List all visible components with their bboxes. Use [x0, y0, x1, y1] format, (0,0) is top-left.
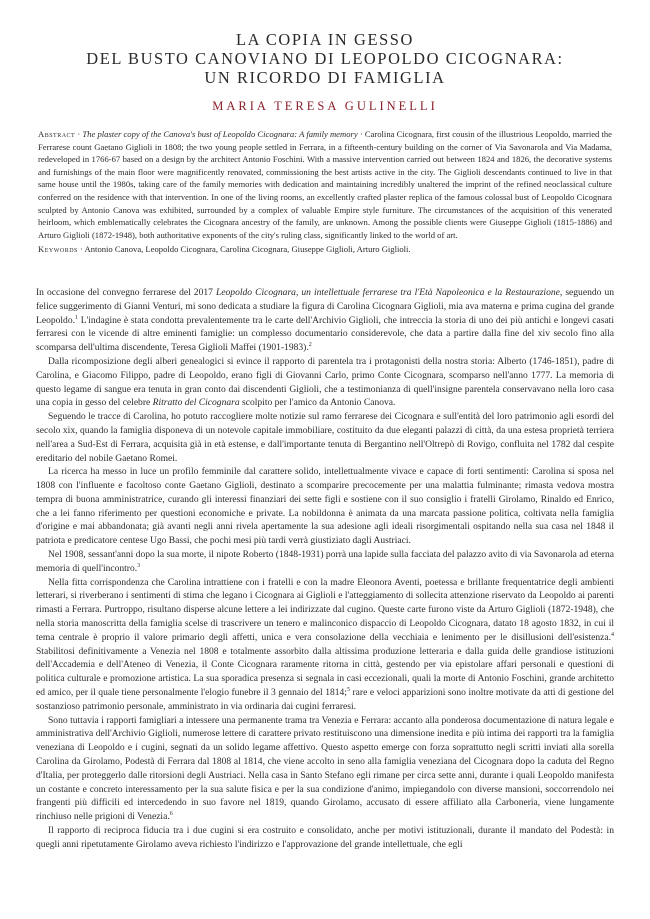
footnote-ref: 3 — [137, 562, 141, 569]
text-run: Dalla ricomposizione degli alberi genealogici si evince il rapporto di parentela tra i protagonisti della nostra storia: Alberto (1746-1851), padre di Carolina, e Giacomo Filippo, padre di Leopoldo, erano figli di Giovanni Carlo, primo Conte Cicognara, scomparso nell'anno 1777. La memoria di questo legame di sangue era tenuta in gran conto dai discendenti Giglioli, che a testimonianza di quell'insigne parentela conservavano nella loro casa una copia in gesso del celebre — [36, 355, 614, 409]
body-paragraph — [36, 355, 614, 410]
footnote-ref: 5 — [346, 686, 350, 693]
text-run: Nella fitta corrispondenza che Carolina intrattiene con i fratelli e con la madre Eleonora Aventi, poetessa e brillante frequentatrice degli ambienti letterari, si riverberano i sentimenti di stima che legano i Cicognara ai Giglioli e l'atteggiamento di sollecita attenzione riservato da Leopoldo ai parenti rimasti a Ferrara. Purtroppo, risultano disperse alcune lettere a lei indirizzate dal cugino. Queste carte furono viste da Arturo Giglioli (1872-1948), che nella storia manoscritta della famiglia scelse di trascrivere un tenero e malinconico dispaccio di Leopoldo Cicognara, datato 18 agosto 1832, in cui il tema centrale è proprio il valore primario degli affetti, unica e vera consolazione della vecchiaia e lenimento per le disillusioni dell'esistenza. — [36, 576, 614, 643]
abstract-text: · Carolina Cicognara, first cousin of the illustrious Leopoldo, married the Ferrarese count Gaetano Giglioli in 1808; the two young people settled in Ferrara, in a fifteenth-century building on the corner of Via Savonarola and Via Madama, redeveloped in 1766-67 based on a design by the architect Antonio Foschini. With a massive intervention carried out between 1824 and 1826, the decorative systems and furnishings of the main floor were magnificently renovated, commissioning the best artists active in the city. The Giglioli descendants continued to live in that same house until the 1980s, taking care of the family memories with dedication and maintaining incredibly unaltered the imprint of the refined neoclassical culture conferred on the residence with that intervention. In one of the living rooms, an excellently crafted plaster replica of the famous colossal bust of Leopoldo Cicognara sculpted by Antonio Canova was exhibited, surrounded by a complex of valuable Empire style furniture. The circumstances of the acquisition of this venerated heirloom, which emblematically celebrates the Cicognara ancestry of the family, are unknown. Among the possible clients were Giuseppe Giglioli (1815-1886) and Arturo Giglioli (1872-1948), both authoritative exponents of the city's ruling class, significantly linked to the world of art. — [38, 129, 612, 240]
text-run: Nel 1908, sessant'anni dopo la sua morte, il nipote Roberto (1848-1931) porrà una lapide sulla facciata del palazzo avito di via Savonarola ad eterna memoria di quell'incontro. — [36, 549, 614, 574]
footnote-ref: 4 — [611, 631, 614, 638]
body-paragraph: Il rapporto di reciproca fiducia tra i due cugini si era costruito e consolidato, anche per motivi istituzionali, durante il mandato del Podestà: in quegli anni ripetutamente Girolamo aveva richiesto l'indirizzo e l'approvazione del grande intellettuale, che egli — [36, 825, 614, 850]
text-run: scolpito per l'amico da Antonio Canova. — [239, 397, 396, 409]
conference-title: Leopoldo Cicognara, un intellettuale ferrarese tra l'Età Napoleonica e la Restaurazione — [215, 286, 560, 298]
keywords-text: · Antonio Canova, Leopoldo Cicognara, Carolina Cicognara, Giuseppe Giglioli, Arturo Giglioli. — [77, 244, 411, 255]
footnote-ref: 1 — [74, 314, 78, 321]
article-body — [36, 286, 614, 852]
artwork-title: Ritratto del Cicognara — [152, 397, 240, 409]
title-line: DEL BUSTO CANOVIANO DI LEOPOLDO CICOGNARA: — [86, 49, 564, 68]
text-run: Stabilitosi definitivamente a Venezia nel 1808 e totalmente assorbito dalla altissima produzione letteraria e dalla guida delle grandiose istituzioni dell'Accademia e dell'Ateneo di Venezia, il Conte Cicognara raramente ritorna in città, gestendo per via epistolare affari personali e questioni di politica culturale e promozione artistica. La sua sporadica presenza si segnala in casi eccezionali, quali la morte di Antonio Foschini, grande architetto ed amico, per il quale tiene personalmente l'elogio funebre il 3 gennaio del 1814; — [36, 645, 614, 699]
body-paragraph — [36, 286, 614, 355]
footnote-ref: 6 — [169, 811, 173, 818]
article-title — [36, 30, 614, 87]
author-name: MARIA TERESA GULINELLI — [212, 99, 438, 113]
abstract-title: The plaster copy of the Canova's bust of Leopoldo Cicognara: A family memory — [82, 129, 358, 139]
text-run: , seguendo un felice suggerimento di Gianni Venturi, mi sono dedicata a studiare la figura di Carolina Cicognara Giglioli, mia ava materna e prima cugina del grande Leopoldo. — [36, 286, 614, 326]
keywords-label: Keywords — [38, 244, 78, 255]
text-run: rare e veloci apparizioni sono inoltre motivate da atti di gestione del sostanzioso patrimonio personale, amministrato in via ordinaria dai cugini ferraresi. — [36, 687, 614, 712]
title-line: LA COPIA IN GESSO — [236, 30, 414, 49]
text-run: In occasione del convegno ferrarese del 2017 — [36, 286, 216, 298]
body-paragraph: La ricerca ha messo in luce un profilo femminile dal carattere solido, intellettualmente vivace e capace di forti sentimenti: Carolina si sposa nel 1808 con l'influente e facoltoso conte Gaetano Giglioli, destinato a scomparire precocemente per una malattia fulminante; rimasta vedova mostra tempra di buona amministratrice, curando gli interessi finanziari dei sette figli e sostiene con il suo consiglio i fratelli Girolamo, Rinaldo ed Enrico, che a lei fanno riferimento per questioni economiche e private. La nobildonna è animata da una marcata passione politica, coltivata nella famiglia d'origine e mai abbandonata; già avanti negli anni rivela apertamente la sua adesione agli ideali risorgimentali ospitando nella sua casa nel 1848 il patriota e predicatore centese Ugo Bassi, che pochi mesi più tardi verrà giustiziato dagli Austriaci. — [36, 466, 614, 547]
keywords — [38, 243, 612, 256]
text-run: Sono tuttavia i rapporti famigliari a intessere una permanente trama tra Venezia e Ferrara: accanto alla ponderosa documentazione di natura legale e amministrativa dell'Archivio Giglioli, numerose lettere di carattere privato restituiscono una dimensione inedita e più intima dei rapporti tra la famiglia veneziana di Leopoldo e i cugini, segnati da un solido legame affettivo. Questo aspetto emerge con forza soprattutto negli scritti inviati alla sorella Carolina da Girolamo, Podestà di Ferrara dal 1808 al 1814, che viene accolto in seno alla famiglia veneziana del Cicognara dopo la caduta del Regno d'Italia, per proteggerlo dalle ritorsioni degli Austriaci. Nella casa in Santo Stefano egli rimane per circa sette anni, durante i quali Leopoldo manifesta un costante e concreto interessamento per la sua salute fisica e per la sua condizione d'animo, impiegandolo con diverse mansioni, soccorrendolo nei frangenti più difficili ed intercedendo in suo favore nel 1819, quando Girolamo, accusato di essere affiliato alla Carboneria, viene lungamente rinchiuso nelle prigioni di Venezia. — [36, 714, 614, 823]
title-line: UN RICORDO DI FAMIGLIA — [204, 68, 446, 87]
abstract-label: Abstract — [38, 129, 76, 139]
body-paragraph: Seguendo le tracce di Carolina, ho potuto raccogliere molte notizie sul ramo ferrarese dei Cicognara e sull'entità del loro patrimonio agli esordi del secolo xix, quando la famiglia disponeva di un notevole capitale immobiliare, costituito da due eleganti palazzi di città, da una estesa proprietà terriera nell'area a Sud-Est di Ferrara, acquisita già in età estense, e dall'importante tenuta di Bergantino nell'Oltrepò di Rovigo, confluita nel 1782 dal cespite ereditario del nobile Gaetano Romei. — [36, 411, 614, 464]
body-paragraph — [36, 714, 614, 824]
body-paragraph — [36, 576, 614, 714]
body-paragraph — [36, 548, 614, 576]
text-run: L'indagine è stata condotta prevalentemente tra le carte dell'Archivio Giglioli, che intreccia la storia di uno dei più antichi e longevi casati ferraresi con le vicende di altre eminenti famiglie: un complesso documentario considerevole, che data a partire dalla fine del xiv secolo fino alla scomparsa dell'ultima discendente, Teresa Giglioli Maffei (1901-1983). — [36, 314, 614, 354]
abstract-separator: · — [75, 129, 83, 139]
footnote-ref: 2 — [308, 341, 312, 348]
abstract — [38, 128, 612, 241]
